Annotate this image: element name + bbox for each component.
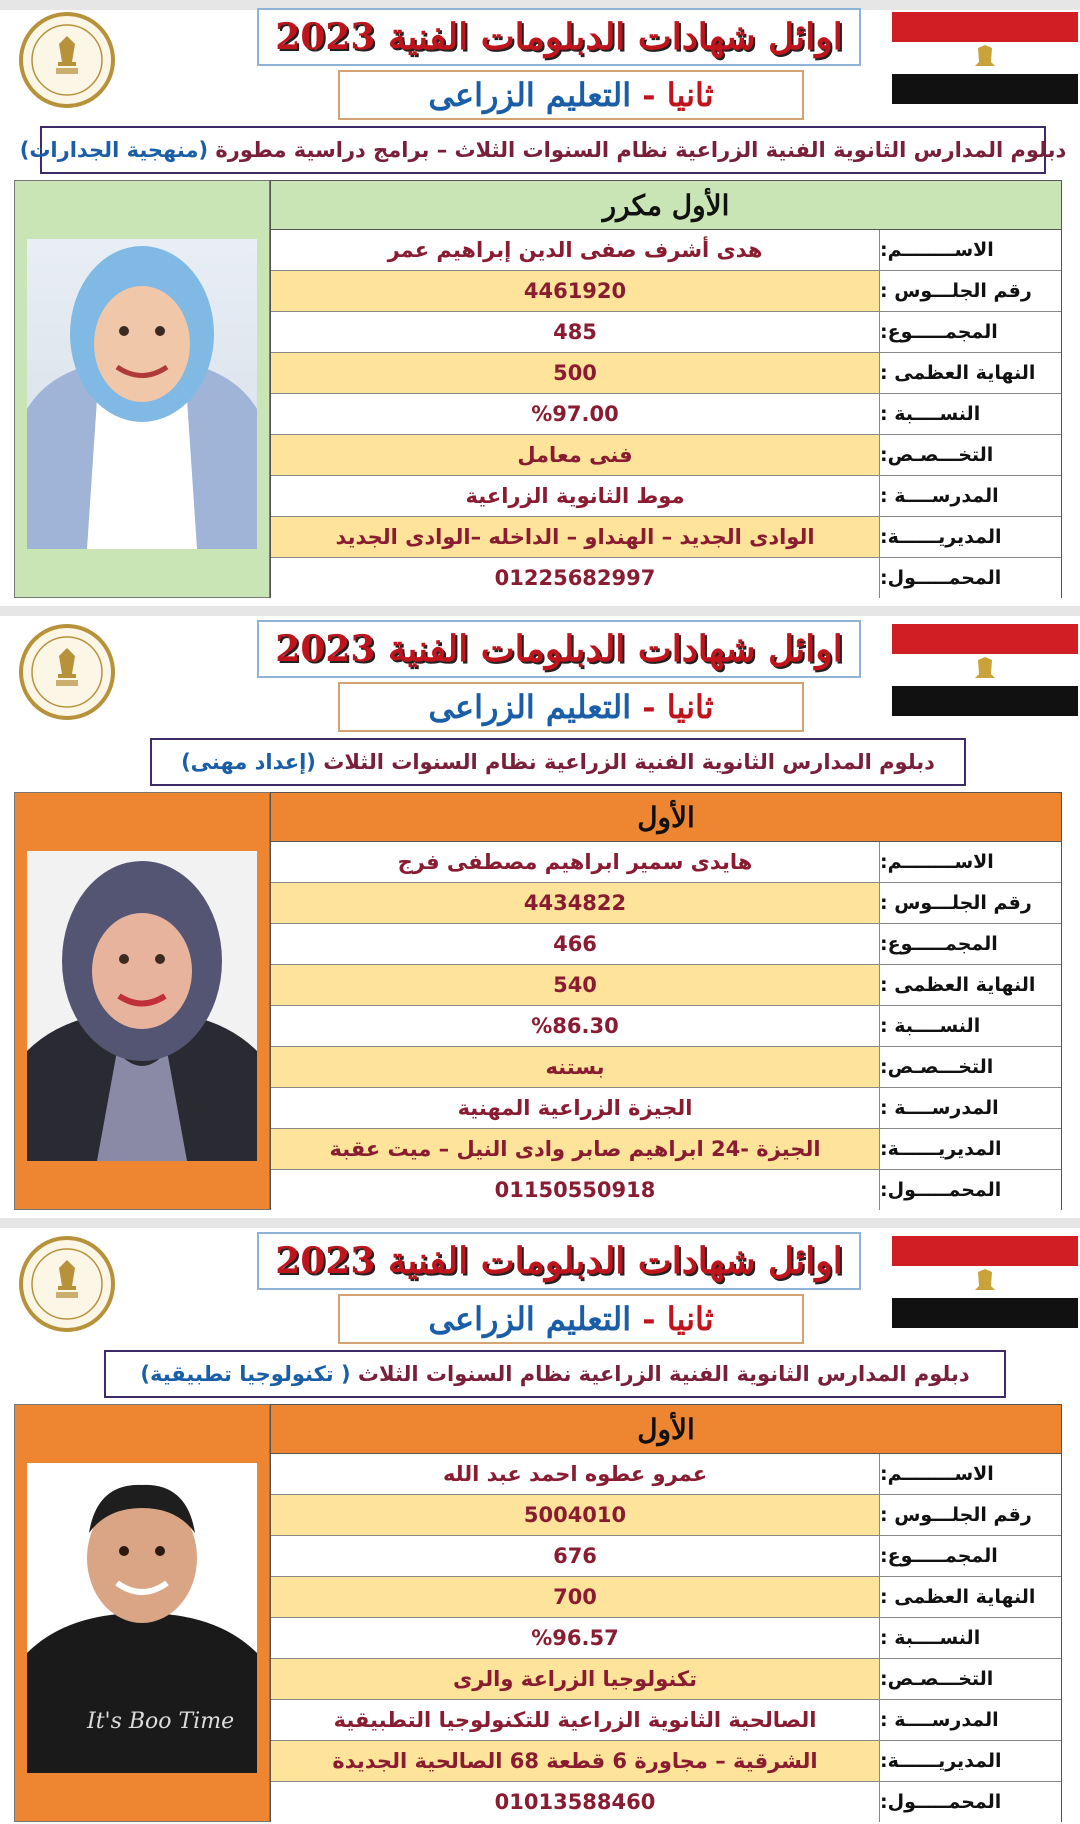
table-row xyxy=(271,1495,1061,1536)
school-label: المدرســــة : xyxy=(880,1088,1061,1128)
school-label: المدرســــة : xyxy=(880,476,1061,516)
max-value: 540 xyxy=(271,965,880,1005)
percent-label: النســــبة : xyxy=(880,1006,1061,1046)
table-row xyxy=(271,1006,1061,1047)
ministry-logo-icon xyxy=(2,1234,132,1334)
mobile-label: المحمـــــول: xyxy=(880,558,1061,598)
diploma-title: دبلوم المدارس الثانوية الفنية الزراعية نظام السنوات الثلاث – برامج دراسية مطورة (منهجية الجدارات) xyxy=(19,138,1067,162)
name-label: الاســــــــم: xyxy=(880,1454,1061,1494)
photo-panel xyxy=(14,180,270,598)
student-photo xyxy=(27,851,257,1161)
table-row xyxy=(271,1618,1061,1659)
subtitle-box xyxy=(338,70,804,120)
specialization-label: التخـــصـص: xyxy=(880,1047,1061,1087)
seat-label: رقم الجلـــوس : xyxy=(880,271,1061,311)
table-row xyxy=(271,1741,1061,1782)
result-table xyxy=(270,180,1062,598)
seat-value: 4461920 xyxy=(271,271,880,311)
table-row xyxy=(271,1047,1061,1088)
photo-panel xyxy=(14,1404,270,1822)
egypt-flag-icon xyxy=(892,624,1078,716)
rank-label: الأول xyxy=(637,1412,695,1446)
table-row xyxy=(271,1170,1061,1210)
directorate-value: الشرقية – مجاورة 6 قطعة 68 الصالحية الجديدة xyxy=(271,1741,880,1781)
page-title: اوائل شهادات الدبلومات الفنية 2023 xyxy=(275,16,843,58)
table-row xyxy=(271,312,1061,353)
percent-value: %97.00 xyxy=(271,394,880,434)
percent-value: %96.57 xyxy=(271,1618,880,1658)
egypt-flag-icon xyxy=(892,12,1078,104)
section-subtitle: ثانيا - التعليم الزراعى xyxy=(428,1300,714,1338)
table-row xyxy=(271,476,1061,517)
card-divider xyxy=(0,606,1080,616)
result-table xyxy=(270,1404,1062,1822)
max-label: النهاية العظمى : xyxy=(880,353,1061,393)
table-row xyxy=(271,394,1061,435)
result-table xyxy=(270,792,1062,1210)
table-row xyxy=(271,883,1061,924)
table-row xyxy=(271,1088,1061,1129)
egypt-flag-icon xyxy=(892,1236,1078,1328)
student-photo xyxy=(27,1463,257,1773)
seat-value: 5004010 xyxy=(271,1495,880,1535)
table-row xyxy=(271,1700,1061,1741)
total-value: 676 xyxy=(271,1536,880,1576)
rank-header xyxy=(271,793,1061,842)
mobile-label: المحمـــــول: xyxy=(880,1782,1061,1822)
specialization-value: بستنه xyxy=(271,1047,880,1087)
table-row xyxy=(271,558,1061,598)
name-label: الاســــــــم: xyxy=(880,230,1061,270)
school-value: الجيزة الزراعية المهنية xyxy=(271,1088,880,1128)
photo-panel xyxy=(14,792,270,1210)
title-box xyxy=(257,1232,861,1290)
table-row xyxy=(271,1659,1061,1700)
rank-label: الأول xyxy=(637,800,695,834)
total-label: المجمـــــوع: xyxy=(880,312,1061,352)
card-divider xyxy=(0,1218,1080,1228)
rank-label: الأول مكرر xyxy=(602,188,730,222)
table-row xyxy=(271,1782,1061,1822)
section-subtitle: ثانيا - التعليم الزراعى xyxy=(428,76,714,114)
school-value: الصالحية الثانوية الزراعية للتكنولوجيا التطبيقية xyxy=(271,1700,880,1740)
percent-label: النســــبة : xyxy=(880,1618,1061,1658)
seat-label: رقم الجلـــوس : xyxy=(880,1495,1061,1535)
ministry-logo-icon xyxy=(2,10,132,110)
name-value: عمرو عطوه احمد عبد الله xyxy=(271,1454,880,1494)
max-label: النهاية العظمى : xyxy=(880,965,1061,1005)
table-row xyxy=(271,1536,1061,1577)
specialization-value: فنى معامل xyxy=(271,435,880,475)
table-row xyxy=(271,517,1061,558)
specialization-label: التخـــصـص: xyxy=(880,1659,1061,1699)
mobile-label: المحمـــــول: xyxy=(880,1170,1061,1210)
seat-value: 4434822 xyxy=(271,883,880,923)
table-row xyxy=(271,842,1061,883)
section-subtitle: ثانيا - التعليم الزراعى xyxy=(428,688,714,726)
name-value: هايدى سمير ابراهيم مصطفى فرج xyxy=(271,842,880,882)
page-title: اوائل شهادات الدبلومات الفنية 2023 xyxy=(275,628,843,670)
diploma-title: دبلوم المدارس الثانوية الفنية الزراعية نظام السنوات الثلاث (إعداد مهنى) xyxy=(181,750,935,774)
directorate-value: الجيزة -24 ابراهيم صابر وادى النيل – ميت عقبة xyxy=(271,1129,880,1169)
rank-header xyxy=(271,181,1061,230)
result-card-2 xyxy=(0,612,1080,1212)
specialization-label: التخـــصـص: xyxy=(880,435,1061,475)
school-value: موط الثانوية الزراعية xyxy=(271,476,880,516)
page-title: اوائل شهادات الدبلومات الفنية 2023 xyxy=(275,1240,843,1282)
seat-label: رقم الجلـــوس : xyxy=(880,883,1061,923)
ministry-logo-icon xyxy=(2,622,132,722)
directorate-value: الوادى الجديد – الهنداو – الداخله –الوادى الجديد xyxy=(271,517,880,557)
max-label: النهاية العظمى : xyxy=(880,1577,1061,1617)
subtitle-box xyxy=(338,1294,804,1344)
photo-caption: It's Boo Time xyxy=(87,1709,235,1734)
total-value: 466 xyxy=(271,924,880,964)
title-box xyxy=(257,620,861,678)
table-row xyxy=(271,1577,1061,1618)
name-value: هدى أشرف صفى الدين إبراهيم عمر xyxy=(271,230,880,270)
mobile-value: 01150550918 xyxy=(271,1170,880,1210)
subtitle-box xyxy=(338,682,804,732)
diploma-box xyxy=(150,738,966,786)
percent-label: النســــبة : xyxy=(880,394,1061,434)
table-row xyxy=(271,353,1061,394)
student-photo xyxy=(27,239,257,549)
max-value: 500 xyxy=(271,353,880,393)
table-row xyxy=(271,965,1061,1006)
total-label: المجمـــــوع: xyxy=(880,924,1061,964)
table-row xyxy=(271,435,1061,476)
directorate-label: المديريــــــة: xyxy=(880,1741,1061,1781)
table-row xyxy=(271,1454,1061,1495)
rank-header xyxy=(271,1405,1061,1454)
result-card-3 xyxy=(0,1224,1080,1824)
total-label: المجمـــــوع: xyxy=(880,1536,1061,1576)
table-row xyxy=(271,271,1061,312)
percent-value: %86.30 xyxy=(271,1006,880,1046)
diploma-box xyxy=(19,126,1067,174)
mobile-value: 01225682997 xyxy=(271,558,880,598)
diploma-box xyxy=(104,1350,1006,1398)
total-value: 485 xyxy=(271,312,880,352)
name-label: الاســــــــم: xyxy=(880,842,1061,882)
specialization-value: تكنولوجيا الزراعة والرى xyxy=(271,1659,880,1699)
mobile-value: 01013588460 xyxy=(271,1782,880,1822)
table-row xyxy=(271,230,1061,271)
diploma-title: دبلوم المدارس الثانوية الفنية الزراعية نظام السنوات الثلاث ( تكنولوجيا تطبيقية) xyxy=(140,1362,970,1386)
directorate-label: المديريــــــة: xyxy=(880,1129,1061,1169)
table-row xyxy=(271,924,1061,965)
school-label: المدرســــة : xyxy=(880,1700,1061,1740)
table-row xyxy=(271,1129,1061,1170)
title-box xyxy=(257,8,861,66)
result-card-1 xyxy=(0,0,1080,600)
max-value: 700 xyxy=(271,1577,880,1617)
directorate-label: المديريــــــة: xyxy=(880,517,1061,557)
